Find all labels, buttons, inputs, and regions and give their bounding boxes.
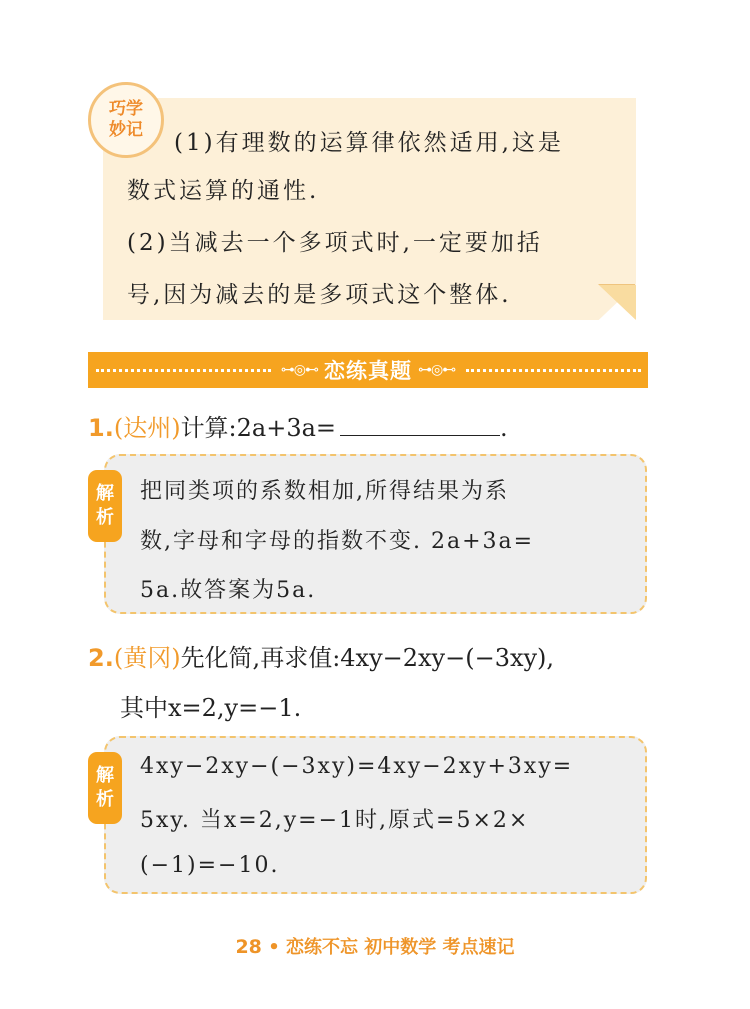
problem-2-source: (黄冈) — [113, 644, 181, 672]
problem-1-text: 计算:2a+3a= — [180, 414, 337, 442]
problem-1-end-mark: . — [500, 414, 508, 442]
section-title: 恋练真题 — [324, 359, 412, 383]
problem-1-number: 1. — [88, 414, 114, 442]
solution-2-line-1: 4xy−2xy−(−3xy)=4xy−2xy+3xy= — [140, 754, 574, 779]
ornament-left-icon: ⊶◎⊷ — [280, 362, 318, 378]
solution-1-badge — [88, 470, 122, 542]
footer-subtitle: 考点速记 — [442, 937, 515, 958]
page-number: 28 — [235, 936, 262, 958]
problem-2-number: 2. — [88, 644, 114, 672]
tip-line-1: (1)有理数的运算律依然适用,这是 — [174, 130, 564, 156]
ornament-right-icon: ⊶◎⊷ — [418, 362, 456, 378]
note-curl — [599, 285, 636, 320]
solution-2-line-2: 5xy. 当x=2,y=−1时,原式=5×2× — [140, 808, 530, 833]
tip-badge — [88, 82, 164, 158]
page-footer — [0, 933, 750, 959]
footer-series: 恋练不忘 — [285, 937, 358, 958]
problem-1-line-1 — [88, 408, 508, 443]
tip-line-2: 数式运算的通性. — [127, 178, 320, 204]
solution-1-line-2: 数,字母和字母的指数不变. 2a+3a= — [140, 529, 535, 554]
problem-1-source: (达州) — [113, 414, 181, 442]
tip-badge-line2: 妙记 — [109, 120, 143, 140]
problem-2-line-1 — [88, 638, 554, 673]
solution-1-label-2: 析 — [96, 507, 114, 528]
tip-line-4: 号,因为减去的是多项式这个整体. — [127, 282, 512, 308]
solution-1-line-3: 5a.故答案为5a. — [140, 578, 317, 603]
problem-2-text-1: 先化简,再求值:4xy−2xy−(−3xy), — [180, 644, 555, 672]
solution-1-label-1: 解 — [96, 483, 114, 504]
solution-2-label-2: 析 — [96, 789, 114, 810]
solution-2-label-1: 解 — [96, 765, 114, 786]
solution-1-line-1: 把同类项的系数相加,所得结果为系 — [140, 479, 509, 504]
footer-book: 初中数学 — [364, 937, 437, 958]
tip-badge-line1: 巧学 — [109, 99, 143, 119]
problem-2-line-2: 其中x=2,y=−1. — [120, 694, 302, 722]
tip-line-3: (2)当减去一个多项式时,一定要加括 — [127, 230, 543, 256]
section-header — [88, 352, 648, 388]
solution-2-badge — [88, 752, 122, 824]
solution-2-line-3: (−1)=−10. — [140, 853, 280, 878]
answer-blank[interactable] — [340, 413, 500, 436]
footer-separator: • — [268, 937, 280, 958]
